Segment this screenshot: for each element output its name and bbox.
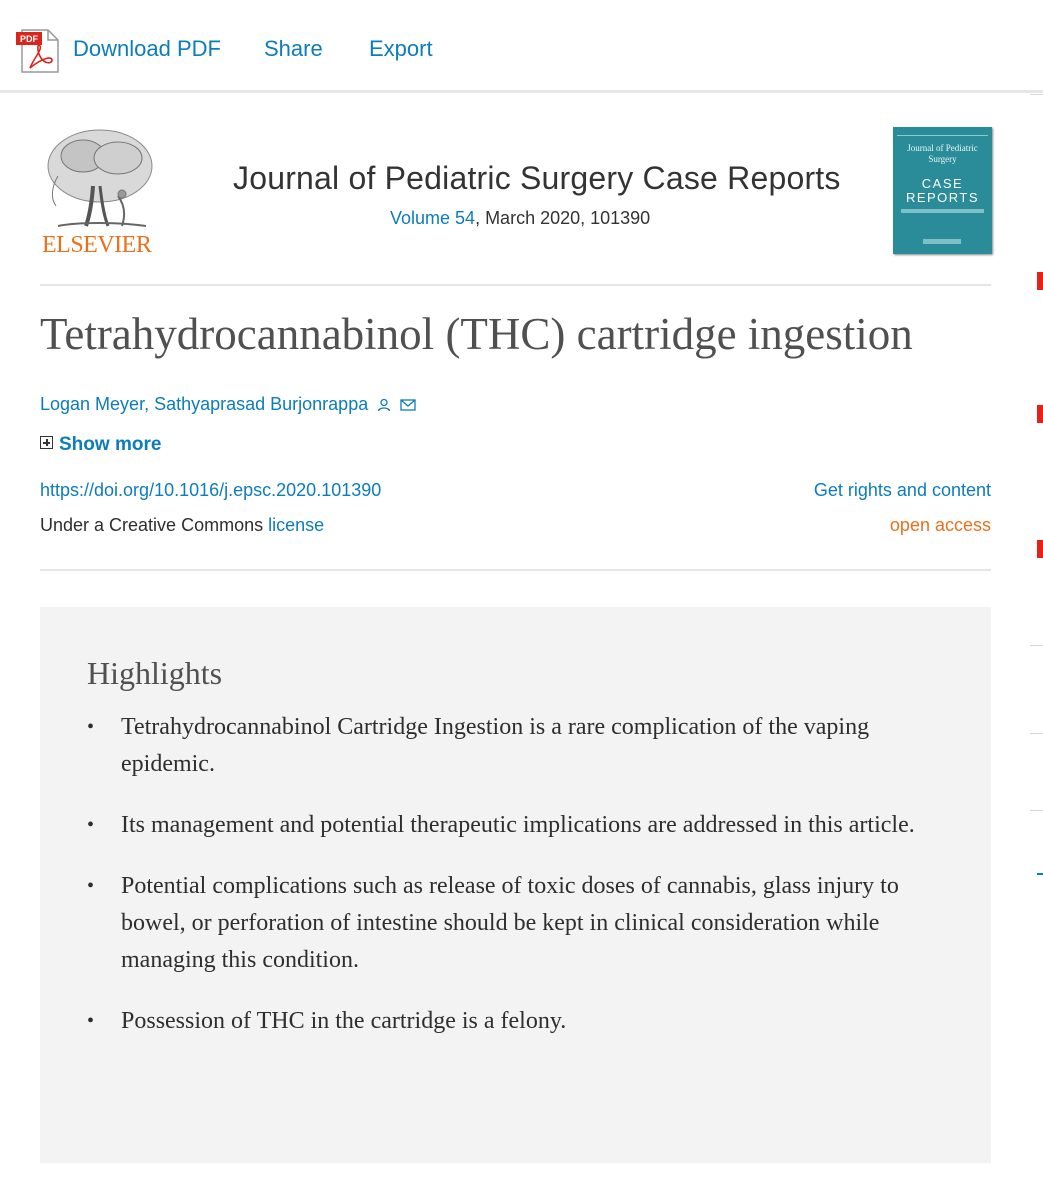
sidebar-pdf-marker <box>1037 272 1043 290</box>
sidebar-pdf-marker <box>1037 405 1043 423</box>
expand-icon <box>40 436 53 449</box>
article-title: Tetrahydrocannabinol (THC) cartridge ingestion <box>40 309 913 359</box>
share-button[interactable]: Share <box>264 36 323 61</box>
show-more-toggle[interactable] <box>40 434 161 456</box>
person-icon[interactable] <box>377 398 391 412</box>
license-line <box>40 515 324 536</box>
volume-line <box>390 208 650 229</box>
highlights-box <box>40 607 991 1163</box>
download-pdf-button[interactable]: Download PDF <box>73 36 221 61</box>
sidebar-divider <box>1030 810 1043 811</box>
elsevier-logo[interactable] <box>38 126 160 260</box>
cover-bar <box>901 209 984 213</box>
header-divider <box>40 284 991 286</box>
highlights-list <box>87 709 947 1064</box>
sidebar-divider <box>1030 645 1043 646</box>
journal-cover[interactable] <box>893 127 992 254</box>
show-more-label: Show more <box>59 434 162 455</box>
publisher-wordmark: ELSEVIER <box>42 232 152 258</box>
open-access-badge: open access <box>889 515 991 535</box>
envelope-icon[interactable] <box>400 398 416 412</box>
journal-title[interactable]: Journal of Pediatric Surgery Case Reports <box>233 160 841 196</box>
cover-logo-mark <box>923 239 961 244</box>
sidebar-divider <box>1030 733 1043 734</box>
highlight-item: • Its management and potential therapeutic implications are addressed in this article. <box>87 807 947 844</box>
highlights-title: Highlights <box>87 655 223 691</box>
volume-link[interactable]: Volume 54 <box>390 208 476 228</box>
sidebar-tab-indicator <box>1037 873 1043 875</box>
highlight-item: • Possession of THC in the cartridge is a felony. <box>87 1003 947 1040</box>
top-toolbar <box>0 0 1043 93</box>
sidebar-edge-rule <box>1030 94 1043 95</box>
volume-date: , March 2020, 101390 <box>475 208 651 228</box>
authors-link[interactable]: Logan Meyer, Sathyaprasad Burjonrappa <box>40 394 369 414</box>
cover-rule <box>897 135 988 136</box>
license-link[interactable]: license <box>268 515 325 535</box>
license-prefix: Under a Creative Commons <box>40 515 269 535</box>
doi-link[interactable]: https://doi.org/10.1016/j.epsc.2020.101390 <box>40 480 382 500</box>
sidebar-pdf-marker <box>1037 540 1043 558</box>
pdf-badge-text: PDF <box>20 34 38 44</box>
highlight-item: • Potential complications such as release of toxic doses of cannabis, glass injury to bowel, or perforation of intestine should be kept in clinical consideration while managing this condition. <box>87 868 947 979</box>
cover-title: CASE REPORTS <box>905 176 980 205</box>
export-button[interactable]: Export <box>369 36 433 61</box>
rights-link[interactable]: Get rights and content <box>813 480 991 500</box>
highlight-item: • Tetrahydrocannabinol Cartridge Ingestion is a rare complication of the vaping epidemic. <box>87 709 947 783</box>
cover-journal-name: Journal of Pediatric Surgery <box>907 143 978 164</box>
author-list <box>40 394 416 415</box>
metadata-divider <box>40 569 991 571</box>
pdf-icon[interactable] <box>14 28 62 74</box>
